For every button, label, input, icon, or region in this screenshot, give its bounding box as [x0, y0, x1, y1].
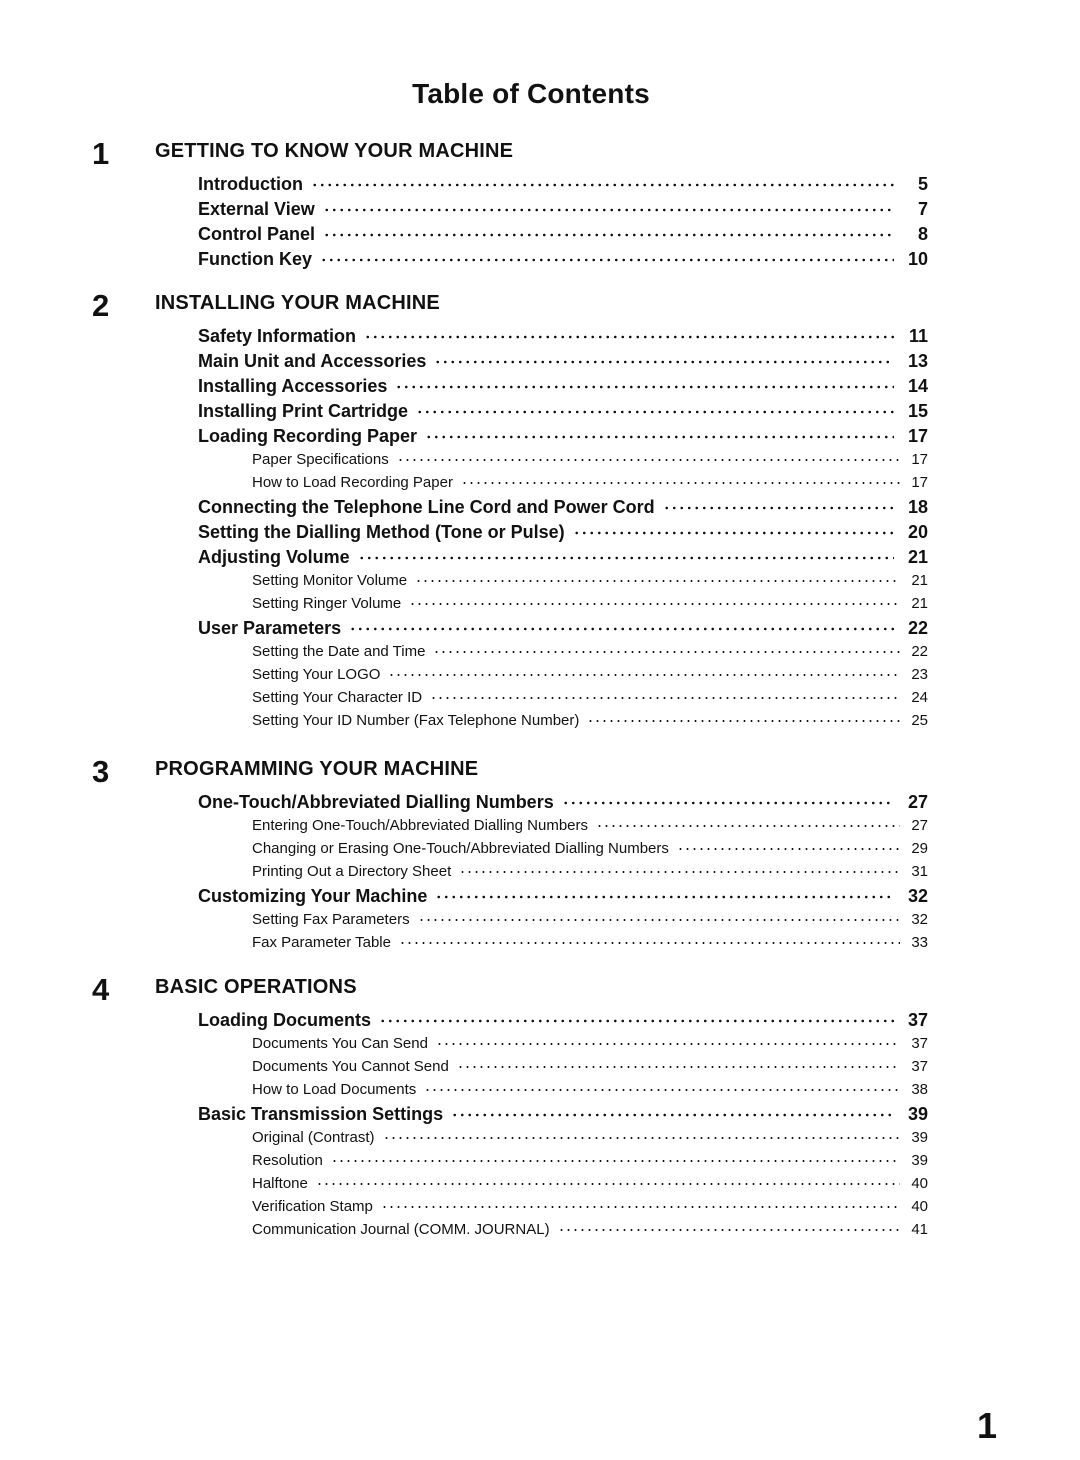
entry-list [0, 1008, 1080, 1242]
entry-label: Changing or Erasing One-Touch/Abbreviated Dialling Numbers [252, 840, 669, 857]
toc-entry[interactable] [198, 1008, 928, 1033]
dot-leader [381, 1197, 900, 1212]
toc-subentry[interactable] [252, 664, 928, 687]
toc-entry[interactable] [198, 247, 928, 272]
toc-subentry[interactable] [252, 593, 928, 616]
entry-page-number: 8 [917, 224, 928, 244]
dot-leader [425, 425, 894, 443]
entry-page-number: 32 [911, 911, 928, 928]
dot-leader [435, 885, 894, 903]
entry-label: Setting Your ID Number (Fax Telephone Number) [252, 712, 580, 729]
toc-subentry[interactable] [252, 909, 928, 932]
entry-label: Function Key [198, 249, 313, 269]
entry-page-number: 14 [907, 376, 928, 396]
toc-entry[interactable] [198, 495, 928, 520]
entry-page-number: 32 [907, 886, 928, 906]
toc-subentry[interactable] [252, 641, 928, 664]
dot-leader [311, 173, 894, 191]
dot-leader [388, 665, 900, 680]
entry-label: Installing Accessories [198, 376, 388, 396]
entry-page-number: 5 [917, 174, 928, 194]
dot-leader [436, 1034, 900, 1049]
entry-label: External View [198, 199, 315, 219]
toc-subentry[interactable] [252, 1219, 928, 1242]
dot-leader [424, 1080, 900, 1095]
dot-leader [415, 571, 900, 586]
entry-label: Safety Information [198, 326, 357, 346]
toc-subentry[interactable] [252, 570, 928, 593]
dot-leader [434, 350, 894, 368]
entry-page-number: 41 [911, 1221, 928, 1238]
toc-entry[interactable] [198, 545, 928, 570]
dot-leader [457, 1057, 900, 1072]
toc-subentry[interactable] [252, 1150, 928, 1173]
entry-label: Verification Stamp [252, 1198, 373, 1215]
entry-page-number: 23 [911, 666, 928, 683]
entry-label: Paper Specifications [252, 451, 389, 468]
entry-page-number: 17 [911, 474, 928, 491]
chapter-number: 2 [92, 288, 110, 323]
entry-label: Loading Documents [198, 1010, 372, 1030]
entry-page-number: 21 [911, 595, 928, 612]
toc-entry[interactable] [198, 790, 928, 815]
dot-leader [596, 816, 900, 831]
dot-leader [573, 521, 894, 539]
entry-page-number: 37 [911, 1035, 928, 1052]
toc-entry[interactable] [198, 374, 928, 399]
dot-leader [320, 248, 894, 266]
toc-entry[interactable] [198, 172, 928, 197]
entry-page-number: 27 [907, 792, 928, 812]
entry-label: Setting Monitor Volume [252, 572, 408, 589]
entry-label: Fax Parameter Table [252, 934, 391, 951]
entry-page-number: 13 [907, 351, 928, 371]
entry-label: Loading Recording Paper [198, 426, 418, 446]
entry-page-number: 31 [911, 863, 928, 880]
chapter-number: 1 [92, 136, 110, 171]
toc-entry[interactable] [198, 1102, 928, 1127]
entry-page-number: 21 [911, 572, 928, 589]
dot-leader [677, 839, 900, 854]
toc-subentry[interactable] [252, 1173, 928, 1196]
dot-leader [430, 688, 900, 703]
entry-page-number: 21 [907, 547, 928, 567]
dot-leader [451, 1103, 894, 1121]
entry-page-number: 10 [907, 249, 928, 269]
entry-page-number: 38 [911, 1081, 928, 1098]
dot-leader [461, 473, 900, 488]
entry-page-number: 27 [911, 817, 928, 834]
entry-label: Basic Transmission Settings [198, 1104, 444, 1124]
entry-label: Control Panel [198, 224, 316, 244]
entry-label: How to Load Recording Paper [252, 474, 453, 491]
entry-label: Halftone [252, 1175, 308, 1192]
entry-page-number: 24 [911, 689, 928, 706]
entry-page-number: 39 [911, 1152, 928, 1169]
entry-label: Main Unit and Accessories [198, 351, 427, 371]
entry-label: Setting the Dialling Method (Tone or Pulse) [198, 522, 565, 542]
entry-list [0, 172, 1080, 272]
entry-label: Documents You Cannot Send [252, 1058, 449, 1075]
toc-entry[interactable] [198, 616, 928, 641]
entry-page-number: 39 [907, 1104, 928, 1124]
chapter-number: 3 [92, 754, 110, 789]
entry-label: Setting the Date and Time [252, 643, 426, 660]
dot-leader [409, 594, 900, 609]
toc-subentry[interactable] [252, 710, 928, 733]
dot-leader [433, 642, 900, 657]
toc-subentry[interactable] [252, 1127, 928, 1150]
entry-label: Communication Journal (COMM. JOURNAL) [252, 1221, 550, 1238]
entry-label: One-Touch/Abbreviated Dialling Numbers [198, 792, 554, 812]
entry-page-number: 25 [911, 712, 928, 729]
entry-page-number: 40 [911, 1175, 928, 1192]
dot-leader [399, 933, 900, 948]
dot-leader [418, 910, 900, 925]
dot-leader [323, 198, 894, 216]
entry-label: Connecting the Telephone Line Cord and Power Cord [198, 497, 655, 517]
dot-leader [395, 375, 894, 393]
entry-page-number: 15 [907, 401, 928, 421]
entry-label: Documents You Can Send [252, 1035, 428, 1052]
entry-page-number: 37 [907, 1010, 928, 1030]
entry-label: Setting Ringer Volume [252, 595, 402, 612]
dot-leader [663, 496, 894, 514]
entry-label: How to Load Documents [252, 1081, 417, 1098]
page-title: Table of Contents [412, 78, 650, 109]
entry-page-number: 18 [907, 497, 928, 517]
toc-subentry[interactable] [252, 815, 928, 838]
dot-leader [397, 450, 900, 465]
dot-leader [416, 400, 894, 418]
dot-leader [459, 862, 900, 877]
entry-label: Original (Contrast) [252, 1129, 375, 1146]
entry-page-number: 7 [917, 199, 928, 219]
entry-page-number: 11 [908, 326, 928, 346]
toc-subentry[interactable] [252, 838, 928, 861]
dot-leader [358, 546, 894, 564]
toc-entry[interactable] [198, 349, 928, 374]
toc-subentry[interactable] [252, 1033, 928, 1056]
entry-label: User Parameters [198, 618, 342, 638]
toc-subentry[interactable] [252, 449, 928, 472]
entry-label: Printing Out a Directory Sheet [252, 863, 452, 880]
entry-label: Adjusting Volume [198, 547, 350, 567]
toc-entry[interactable] [198, 222, 928, 247]
entry-label: Setting Fax Parameters [252, 911, 410, 928]
toc-entry[interactable] [198, 520, 928, 545]
entry-label: Customizing Your Machine [198, 886, 428, 906]
toc-entry[interactable] [198, 324, 928, 349]
dot-leader [587, 711, 900, 726]
toc-entry[interactable] [198, 884, 928, 909]
entry-label: Introduction [198, 174, 303, 194]
page-number: 1 [977, 1405, 998, 1446]
entry-list [0, 324, 1080, 733]
toc-subentry[interactable] [252, 687, 928, 710]
toc-subentry[interactable] [252, 1079, 928, 1102]
entry-page-number: 40 [911, 1198, 928, 1215]
entry-page-number: 17 [911, 451, 928, 468]
entry-page-number: 17 [907, 426, 928, 446]
chapter-title: INSTALLING YOUR MACHINE [155, 292, 440, 314]
dot-leader [383, 1128, 900, 1143]
entry-page-number: 22 [907, 618, 928, 638]
entry-label: Setting Your LOGO [252, 666, 381, 683]
dot-leader [562, 791, 894, 809]
entry-label: Installing Print Cartridge [198, 401, 409, 421]
toc-subentry[interactable] [252, 472, 928, 495]
entry-page-number: 20 [907, 522, 928, 542]
entry-page-number: 33 [911, 934, 928, 951]
toc-entry[interactable] [198, 399, 928, 424]
toc-subentry[interactable] [252, 1196, 928, 1219]
dot-leader [379, 1009, 894, 1027]
dot-leader [558, 1220, 900, 1235]
dot-leader [316, 1174, 900, 1189]
dot-leader [364, 325, 894, 343]
entry-label: Setting Your Character ID [252, 689, 423, 706]
toc-subentry[interactable] [252, 1056, 928, 1079]
dot-leader [349, 617, 894, 635]
chapter-title: GETTING TO KNOW YOUR MACHINE [155, 140, 514, 162]
chapter-title: PROGRAMMING YOUR MACHINE [155, 758, 479, 780]
toc-entry[interactable] [198, 424, 928, 449]
dot-leader [323, 223, 894, 241]
entry-page-number: 39 [911, 1129, 928, 1146]
chapter-number: 4 [92, 972, 110, 1007]
entry-page-number: 22 [911, 643, 928, 660]
chapter-title: BASIC OPERATIONS [155, 976, 357, 998]
entry-list [0, 790, 1080, 955]
entry-label: Entering One-Touch/Abbreviated Dialling Numbers [252, 817, 589, 834]
toc-entry[interactable] [198, 197, 928, 222]
toc-subentry[interactable] [252, 861, 928, 884]
entry-page-number: 37 [911, 1058, 928, 1075]
entry-label: Resolution [252, 1152, 323, 1169]
entry-page-number: 29 [911, 840, 928, 857]
toc-subentry[interactable] [252, 932, 928, 955]
dot-leader [331, 1151, 900, 1166]
